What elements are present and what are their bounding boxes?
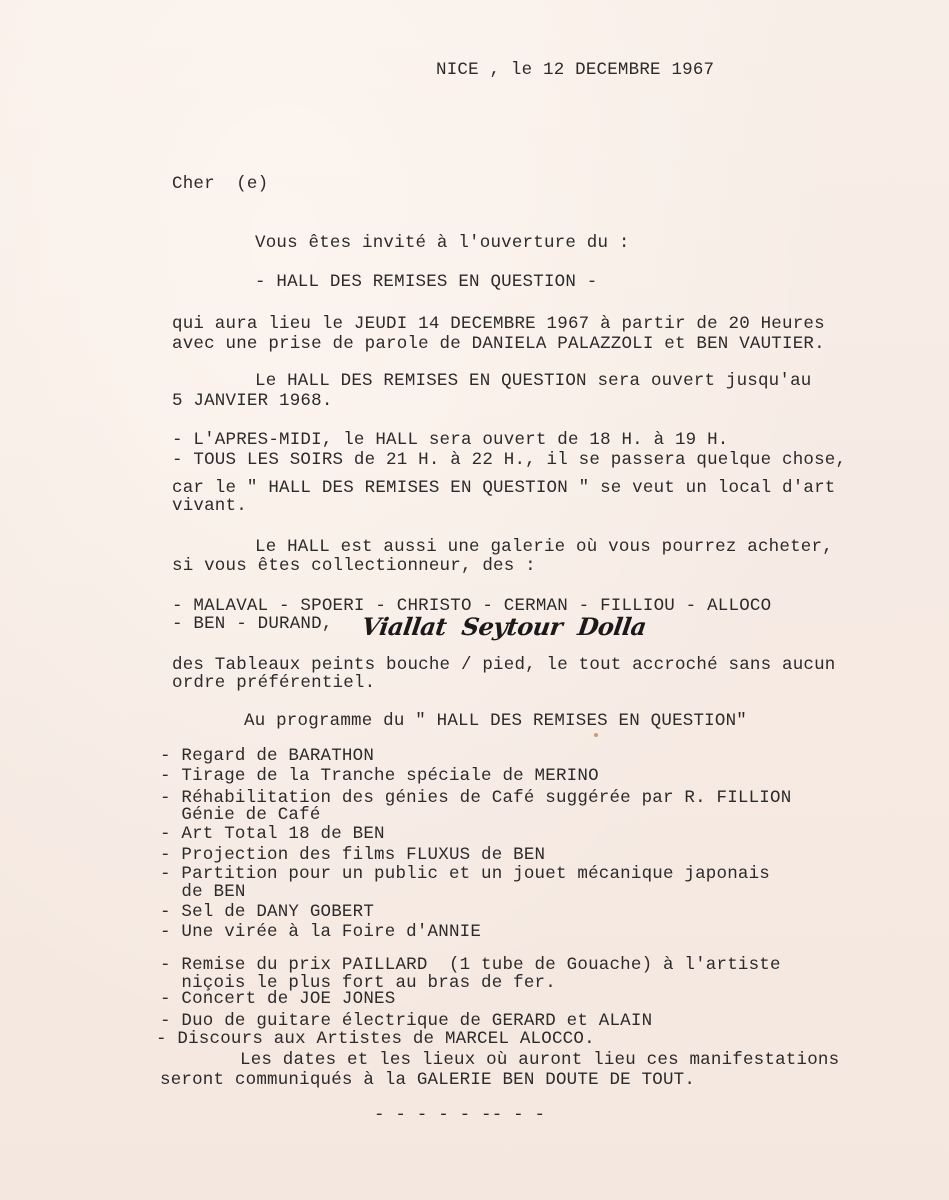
program-item: niçois le plus fort au bras de fer. [160,973,556,993]
intro-line: Vous êtes invité à l'ouverture du : [255,233,630,253]
para4-line: si vous êtes collectionneur, des : [172,556,536,576]
salutation: Cher (e) [172,174,269,194]
program-item: - Une virée à la Foire d'ANNIE [160,922,482,942]
program-item: - Duo de guitare électrique de GERARD et ALAIN [160,1011,653,1031]
para3-line: vivant. [172,496,247,516]
program-item: - Art Total 18 de BEN [160,824,385,844]
program-item: - Tirage de la Tranche spéciale de MERINO [160,766,599,786]
para4-line: Le HALL est aussi une galerie où vous pourrez acheter, [255,537,833,557]
program-item: de BEN [160,882,246,902]
date-line: NICE , le 12 DECEMBRE 1967 [436,60,715,80]
event-title: - HALL DES REMISES EN QUESTION - [255,272,598,292]
program-item: - Projection des films FLUXUS de BEN [160,845,546,865]
program-item: - Discours aux Artistes de MARCEL ALOCCO. [156,1029,595,1049]
para5-line: des Tableaux peints bouche / pied, le tout accroché sans aucun [172,655,836,675]
program-item: - Réhabilitation des génies de Café suggérée par R. FILLION [160,788,792,808]
ink-spot [594,733,598,737]
para3-line: car le " HALL DES REMISES EN QUESTION " se veut un local d'art [172,478,836,498]
para2-line: 5 JANVIER 1968. [172,391,333,411]
artists-line: - MALAVAL - SPOERI - CHRISTO - CERMAN - FILLIOU - ALLOCO [172,596,772,616]
closing-line: Les dates et les lieux où auront lieu ces manifestations [240,1050,840,1070]
para1-line: avec une prise de parole de DANIELA PALAZZOLI et BEN VAUTIER. [172,334,825,354]
program-item: Génie de Café [160,805,321,825]
program-item: - Sel de DANY GOBERT [160,902,375,922]
program-item: - Remise du prix PAILLARD (1 tube de Gouache) à l'artiste [160,955,781,975]
para2-line: Le HALL DES REMISES EN QUESTION sera ouvert jusqu'au [255,371,812,391]
artists-line: - BEN - DURAND, [172,614,333,634]
program-heading: Au programme du " HALL DES REMISES EN QUESTION" [244,711,747,731]
program-item: - Regard de BARATHON [160,746,375,766]
closing-line: seront communiqués à la GALERIE BEN DOUTE DE TOUT. [160,1070,696,1090]
handwritten-names: Viallat Seytour Dolla [359,612,649,641]
program-item: - Concert de JOE JONES [160,989,396,1009]
hours-line: - TOUS LES SOIRS de 21 H. à 22 H., il se passera quelque chose, [172,450,847,470]
end-mark: - - - - - -- - - [374,1105,546,1125]
para5-line: ordre préférentiel. [172,673,376,693]
program-item: - Partition pour un public et un jouet mécanique japonais [160,864,770,884]
para1-line: qui aura lieu le JEUDI 14 DECEMBRE 1967 à partir de 20 Heures [172,314,825,334]
hours-line: - L'APRES-MIDI, le HALL sera ouvert de 18 H. à 19 H. [172,430,729,450]
